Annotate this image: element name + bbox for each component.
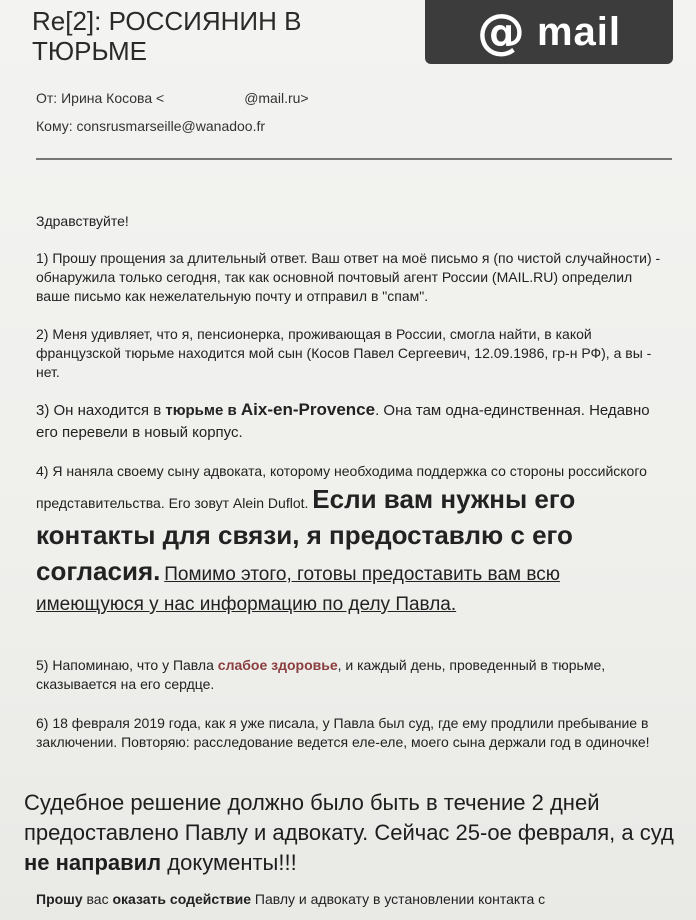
p8-text-b: Павлу и адвокату в установлении контакта с (251, 891, 546, 907)
p3-text-b: . Она там одна-единственная. Недавно его перевели в новый корпус. (36, 402, 650, 441)
p8-text-a: вас (82, 891, 113, 907)
paragraph-7 (24, 788, 684, 878)
paragraph-2: 2) Меня удивляет, что я, пенсионерка, проживающая в России, смогла найти, в какой французской тюрьме находится мой сын (Косов Павел Сергеевич, 12.09.1986, гр-н РФ), а вы - нет. (36, 326, 652, 380)
paragraph-1: 1) Прошу прощения за длительный ответ. Ваш ответ на моё письмо я (по чистой случайности) - обнаружила только сегодня, так как основной почтовый агент России (MAIL.RU) определил ваше письмо как нежелательную почту и отправил в "спам". (36, 250, 661, 304)
p7-text-b: документы!!! (161, 850, 297, 875)
p5-text-a: 5) Напоминаю, что у Павла (36, 657, 218, 673)
paragraph-6: 6) 18 февраля 2019 года, как я уже писала, у Павла был суд, где ему продлили пребывание в заключении. Повторяю: расследование ведется еле-еле, моего сына держали год в одиночке! (36, 715, 650, 750)
to-address[interactable]: consrusmarseille@wanadoo.fr (76, 118, 266, 134)
p4-text-a: 4) Я наняла своему сыну адвоката, которому необходима поддержка со стороны российского представительства. Его зовут Alein Duflot. (36, 463, 647, 511)
p4-emphasis: Если вам нужны его контакты для связи, я предоставлю с его согласия. (36, 484, 576, 586)
from-line (36, 90, 309, 106)
subject-line-2: ТЮРЬМЕ (32, 36, 147, 66)
at-sign-icon: @ (476, 4, 525, 60)
to-line (36, 118, 265, 134)
mail-logo (425, 0, 673, 64)
to-label: Кому: (36, 118, 73, 134)
p4-underlined: Помимо этого, готовы предоставить вам всю имеющуюся у нас информацию по делу Павла. (36, 564, 560, 615)
p7-bold: не направил (24, 850, 162, 875)
p8-bold-2: оказать содействие (112, 891, 251, 907)
from-label: От: (36, 90, 58, 106)
paragraph-4 (36, 462, 668, 620)
logo-text: mail (536, 9, 622, 54)
paragraph-3 (36, 399, 668, 444)
p3-bold: тюрьме в (165, 402, 241, 419)
p8-bold-1: Прошу (36, 891, 83, 907)
paragraph-8 (36, 890, 668, 909)
header-divider (36, 158, 672, 160)
from-domain: @mail.ru> (244, 90, 309, 106)
greeting: Здравствуйте! (36, 213, 129, 229)
email-subject (32, 6, 392, 66)
p3-city: Aix-en-Provence (240, 400, 376, 419)
p7-text-a: Судебное решение должно было быть в течение 2 дней предоставлено Павлу и адвокату. Сейчас 25-ое февраля, а суд (24, 790, 674, 845)
p5-text-b: , и каждый день, проведенный в тюрьме, сказывается на его сердце. (36, 657, 606, 692)
paragraph-5 (36, 656, 668, 694)
subject-line-1: Re[2]: РОССИЯНИН В (32, 6, 302, 36)
p3-text-a: 3) Он находится в (36, 402, 166, 419)
p5-weak-health: слабое здоровье (217, 657, 338, 673)
from-name: Ирина Косова < (61, 90, 165, 106)
